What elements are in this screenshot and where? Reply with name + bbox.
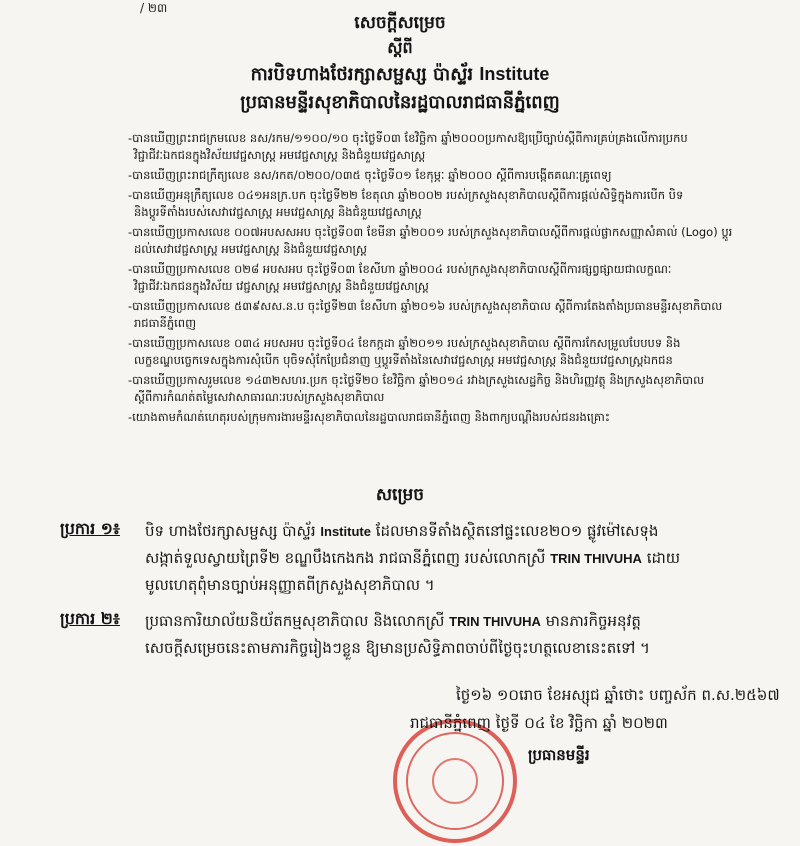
preamble-item <box>128 409 768 426</box>
article-body <box>145 608 777 661</box>
preamble-line: -បានឃើញព្រះរាជក្រឹត្យលេខ នស/រកត/០២០០/០៣៥ ចុះថ្ងៃទី០១ ខែកុម្ភៈ ឆ្នាំ២០០០ ស្តីពីការបង្កើតគណៈគ្រូពេទ្យ <box>128 168 612 182</box>
issuing-authority: ប្រធានមន្ទីរសុខាភិបាលនៃរដ្ឋបាលរាជធានីភ្នំពេញ <box>240 92 560 113</box>
article-label: ប្រការ ២៖ <box>60 609 120 628</box>
lunar-date: ថ្ងៃ១៦ ១០រោច ខែអស្សុជ ឆ្នាំថោះ បញ្ចស័ក ព.ស.២៥៦៧ <box>456 686 780 704</box>
preamble-line: -យោងតាមកំណត់ហេតុរបស់ក្រុមការងារមន្ទីរសុខាភិបាលនៃរដ្ឋបាលរាជធានីភ្នំពេញ និងពាក្យបណ្តឹងរបស់ជនរងគ្រោះ <box>128 410 610 424</box>
preamble-line: រាជធានីភ្នំពេញ <box>134 316 197 330</box>
preamble-line: -បានឃើញប្រកាសរួមលេខ ១៤៣២សហរ.ប្រក ចុះថ្ងៃទី២០ ខែវិច្ឆិកា ឆ្នាំ២០១៤ រវាងក្រសួងសេដ្ឋកិច្ច និងហិរញ្ញវត្ថុ និងក្រសួងសុខាភិបាល <box>128 373 705 387</box>
preamble-line: -បានឃើញព្រះរាជក្រមលេខ នស/រកម/១១០០/១០ ចុះថ្ងៃទី០៣ ខែវិច្ឆិកា ឆ្នាំ២០០០ប្រកាសឱ្យប្រើច្បាប់ស្តីពីការគ្រប់គ្រងលើការប្រកប <box>128 131 688 145</box>
preamble-item <box>128 187 768 221</box>
preamble-line: -បានឃើញប្រកាសលេខ ០២៨ អបសអប ចុះថ្ងៃទី០៣ ខែសីហា ឆ្នាំ២០០៤ របស់ក្រសួងសុខាភិបាលស្តីពីការផ្សព្វផ្សាយជាលក្ខណៈ <box>128 262 672 276</box>
document-title: សេចក្តីសម្រេច <box>354 13 446 33</box>
preamble-line: ស្តីពីការកំណត់តម្លៃសេវាសាធារណៈរបស់ក្រសួងសុខាភិបាល <box>134 390 385 404</box>
preamble-line: លក្ខខណ្ឌបច្ចេកទេសក្នុងការសុំបើក បុចិទសុំកែប្រែជំនាញ ឬប្តូរទីតាំងនៃសេវាវេជ្ជសាស្ត្រ អមវេជ្ជសាស្ត្រ និងជំនួយវេជ្ជសាស្ត្រឯកជន <box>134 353 673 367</box>
article-line: សេចក្តីសម្រេចនេះតាមភារកិច្ចរៀងៗខ្លួន ឱ្យមានប្រសិទ្ធិភាពចាប់ពីថ្ងៃចុះហត្ថលេខានេះតទៅ ។ <box>145 639 650 657</box>
preamble-line: និងប្តូរទីតាំងរបស់សេវាវេជ្ជសាស្ត្រ អមវេជ្ជសាស្ត្រ និងជំនួយវេជ្ជសាស្ត្រ <box>134 205 422 219</box>
preamble-line: ដល់សេវាវេជ្ជសាស្ត្រ អមវេជ្ជសាស្ត្រ និងជំនួយវេជ្ជសាស្ត្រ <box>134 242 367 256</box>
article-label: ប្រការ ១៖ <box>60 519 120 538</box>
title-subject-khmer: ការបិទហាងថែរក្សាសម្ផស្ស ប៉ាស្ទ័រ <box>250 64 474 85</box>
preamble-item <box>128 298 768 332</box>
article-text: ប្រធានការិយាល័យនិយ័តកម្មសុខាភិបាល និងលោកស្រី <box>145 612 445 630</box>
preamble-item <box>128 224 768 258</box>
article-text: បិទ ហាងថែរក្សាសម្ផស្ស ប៉ាស្ទ័រ <box>145 522 316 540</box>
decides-heading: សម្រេច <box>375 485 425 505</box>
title-subject-latin: Institute <box>479 64 550 84</box>
reference-mark: / ២៣ <box>140 1 168 15</box>
preamble-line: -បានឃើញអនុក្រឹត្យលេខ ០៤១អនក្រ.បក ចុះថ្ងៃទី២២ ខែតុលា ឆ្នាំ២០០២ របស់ក្រសួងសុខាភិបាលស្តីពីការផ្តល់សិទ្ធិក្នុងការបើក បិទ <box>128 188 684 202</box>
signatory-title: ប្រធានមន្ទីរ <box>528 746 590 764</box>
article-body <box>145 518 777 598</box>
article-text: ដែលមានទីតាំងស្ថិតនៅផ្ទះលេខ២០១ ផ្លូវម៉ៅសេទុង <box>375 522 659 540</box>
article-latin-text: Institute <box>320 524 371 539</box>
preamble-line: វិជ្ជាជីវៈឯកជនក្នុងវិស័យវេជ្ជសាស្ត្រ អមវេជ្ជសាស្ត្រ និងជំនួយវេជ្ជសាស្ត្រ <box>134 148 426 162</box>
preamble-item <box>128 167 768 184</box>
title-subject <box>0 62 800 89</box>
preamble-line: -បានឃើញប្រកាសលេខ ០០៧អបសសអប ចុះថ្ងៃទី០៣ ខែមីនា ឆ្នាំ២០០១ របស់ក្រសួងសុខាភិបាលស្តីពីការផ្តល់ផ្លាកសញ្ញាសំគាល់ (Logo) ប្តូរ <box>128 225 733 239</box>
article-line: មូលហេតុពុំមានច្បាប់អនុញ្ញាតពីក្រសួងសុខាភិបាល ។ <box>145 576 435 594</box>
article-latin-text: TRIN THIVUHA <box>550 551 642 566</box>
article-line <box>145 608 777 635</box>
article-latin-text: TRIN THIVUHA <box>449 614 541 629</box>
article-line <box>145 545 777 572</box>
preamble-line: វិជ្ជាជីវៈឯកជនក្នុងវិស័យ វេជ្ជសាស្ត្រ អមវេជ្ជសាស្ត្រ និងជំនួយវេជ្ជសាស្ត្រ <box>134 279 429 293</box>
title-subject-word: ស្តីពី <box>387 38 413 57</box>
preamble-item <box>128 372 768 406</box>
article-line <box>145 518 777 545</box>
article-text: មានភារកិច្ចអនុវត្ត <box>545 612 641 630</box>
article-text: ដោយ <box>646 549 681 567</box>
solar-date: រាជធានីភ្នំពេញ ថ្ងៃទី ០៤ ខែ វិច្ឆិកា ឆ្នាំ ២០២៣ <box>410 714 668 732</box>
preamble-item <box>128 335 768 369</box>
preamble-line: -បានឃើញប្រកាសលេខ ៥៣៩សស.ន.ប ចុះថ្ងៃទី២៣ ខែសីហា ឆ្នាំ២០១៦ របស់ក្រសួងសុខាភិបាល ស្តីពីការតែងតាំងប្រធានមន្ទីរសុខាភិបាល <box>128 299 723 313</box>
preamble-list <box>128 130 768 429</box>
preamble-item <box>128 261 768 295</box>
preamble-line: -បានឃើញប្រកាសលេខ ០៣៤ អបសអប ចុះថ្ងៃទី០៤ ខែកក្កដា ឆ្នាំ២០១១ របស់ក្រសួងសុខាភិបាល ស្តីពីការកែសម្រួលបែបបទ និង <box>128 336 681 350</box>
preamble-item <box>128 130 768 164</box>
article-text: សង្កាត់ទួលស្វាយព្រៃទី២ ខណ្ឌបឹងកេងកង រាជធានីភ្នំពេញ របស់លោកស្រី <box>145 549 546 567</box>
